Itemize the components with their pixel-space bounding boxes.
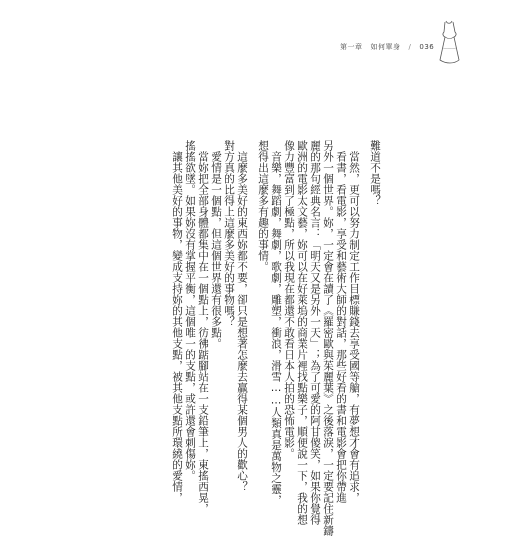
text-column: 難道不是嗎？ [369, 140, 381, 206]
text-column: 想得出這麼多有趣的事情。 [257, 140, 269, 272]
text-column: 另外一個世界。妳，一定會在讀了《羅密歐與茱麗葉》之後落淚，一定要記住新鑄 [322, 140, 334, 536]
text-column: 像力豐富到了極點，所以我現在都還不敢看日本人拍的恐怖電影。 [283, 140, 295, 459]
vertical-body-text [148, 140, 381, 536]
header-separator: / [408, 43, 412, 51]
text-column: 愛情是一個點，但這個世界還有很多點。 [210, 140, 222, 349]
text-column: 對方真的比得上這麼多美好的事物嗎？ [223, 140, 235, 327]
page-number: 036 [419, 43, 435, 51]
text-column: 讓其他美好的事物，變成支持妳的其他支點，被其他支點所環繞的愛情， [171, 140, 183, 503]
text-column: 這麼多美好的東西妳都不要，卻只是想著怎麼去贏得某個男人的歡心？ [236, 140, 248, 492]
text-column: 歐洲的電影太文藝，妳可以在好萊塢的商業片裡找點樂子，順便說一下，我的想 [296, 140, 308, 525]
running-header [340, 42, 434, 52]
text-column: 搖搖欲墜。如果妳沒有掌握平衡，這個唯一的支點，或許還會刺傷妳。 [184, 140, 196, 481]
text-column: 當妳把全部身體都集中在一個點上，彷彿踮腳站在一支鉛筆上，東搖西晃， [197, 140, 209, 514]
text-column: 當然，更可以努力制定工作目標賺錢去享受國等艙，有夢想才會有追求， [348, 140, 360, 503]
text-column: 看書，看電影，享受和藝術大師的對話，那些好看的書和電影會把你帶進 [335, 140, 347, 503]
text-column: 音樂，舞蹈劇，舞劇，歌劇，雕塑，衝浪，滑雪……人類真是萬物之靈， [270, 140, 282, 506]
chapter-title: 如何單身 [370, 43, 401, 51]
chapter-label: 第一章 [340, 43, 363, 51]
dress-icon [430, 18, 468, 66]
text-column: 麗的那句經典名言：「明天又是另外一天」；為了可愛的阿甘傻笑，如果你覺得 [309, 140, 321, 525]
